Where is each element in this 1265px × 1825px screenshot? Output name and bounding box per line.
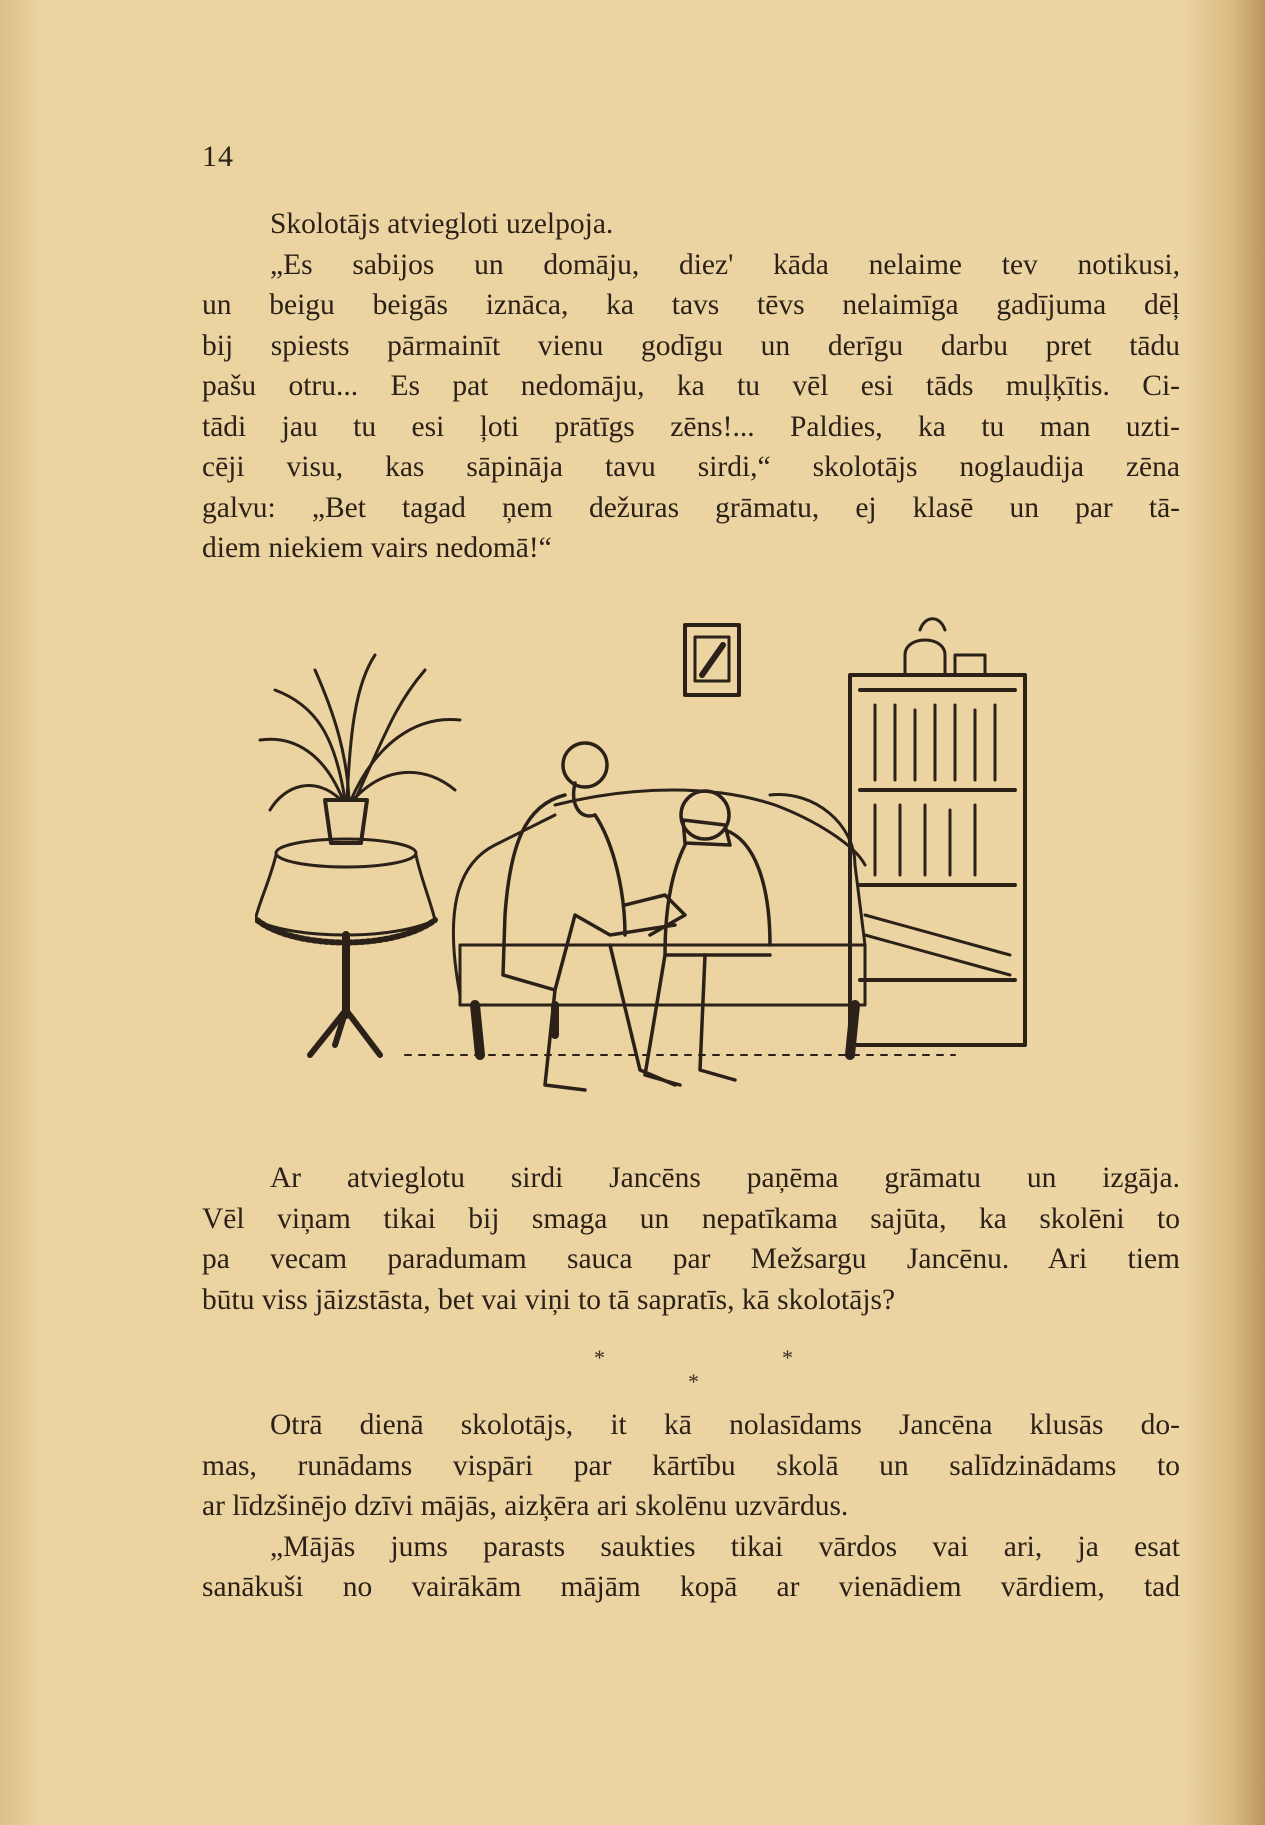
text-line: diem niekiem vairs nedomā!“ [202, 532, 552, 564]
wall-frame-icon [685, 625, 739, 695]
text-line: cēji visu, kas sāpināja tavu sirdi,“ skolotājs noglaudija zēna [202, 451, 1180, 483]
separator-star: * [688, 1369, 699, 1394]
paragraph-block-1 [202, 204, 1180, 569]
paragraph-block-2 [202, 1158, 1180, 1320]
text-line: tādi jau tu esi ļoti prātīgs zēns!... Paldies, ka tu man uzti- [202, 410, 1180, 443]
paragraph-block-3 [202, 1405, 1180, 1608]
text-line: un beigu beigās iznāca, ka tavs tēvs nelaimīga gadījuma dēļ [202, 289, 1180, 321]
text-line: mas, runādams vispāri par kārtību skolā un salīdzinādams to [202, 1449, 1180, 1482]
page-edge-shadow [1235, 0, 1265, 1825]
text-line: Otrā dienā skolotājs, it kā nolasīdams Jancēna klusās do- [270, 1409, 1180, 1441]
text-line: bij spiests pārmainīt vienu godīgu un derīgu darbu pret tādu [202, 329, 1180, 362]
text-line: ar līdzšinējo dzīvi mājās, aizķēra ari skolēnu uzvārdus. [202, 1490, 849, 1522]
text-line: būtu viss jāizstāsta, bet vai viņi to tā sapratīs, kā skolotājs? [202, 1283, 896, 1316]
text-line: Ar atvieglotu sirdi Jancēns paņēma grāmatu un izgāja. [270, 1162, 1180, 1194]
text-line: Vēl viņam tikai bij smaga un nepatīkama sajūta, ka skolēni to [202, 1202, 1180, 1235]
round-table-icon [255, 839, 435, 1055]
text-line: pašu otru... Es pat nedomāju, ka tu vēl esi tāds muļķītis. Ci- [202, 370, 1180, 402]
potted-plant-icon [260, 655, 460, 843]
separator-star: * [594, 1345, 605, 1370]
bookshelf-icon [850, 619, 1025, 1045]
text-line: galvu: „Bet tagad ņem dežuras grāmatu, ej klasē un par tā- [202, 491, 1180, 524]
text-line: sanākuši no vairākām mājām kopā ar vienādiem vārdiem, tad [202, 1571, 1180, 1603]
text-line: Skolotājs atviegloti uzelpoja. [270, 208, 614, 240]
text-line: pa vecam paradumam sauca par Mežsargu Jancēnu. Ari tiem [202, 1243, 1180, 1275]
text-line: „Es sabijos un domāju, diez' kāda nelaime tev notikusi, [270, 248, 1180, 281]
boy-figure-icon [645, 791, 770, 1085]
text-line: „Mājās jums parasts saukties tikai vārdos vai ari, ja esat [270, 1530, 1180, 1563]
illustration-teacher-and-boy [255, 615, 1135, 1130]
teacher-figure-icon [503, 743, 685, 1090]
separator-star: * [782, 1345, 793, 1370]
page-number: 14 [202, 140, 234, 173]
sofa-icon [453, 790, 865, 1055]
